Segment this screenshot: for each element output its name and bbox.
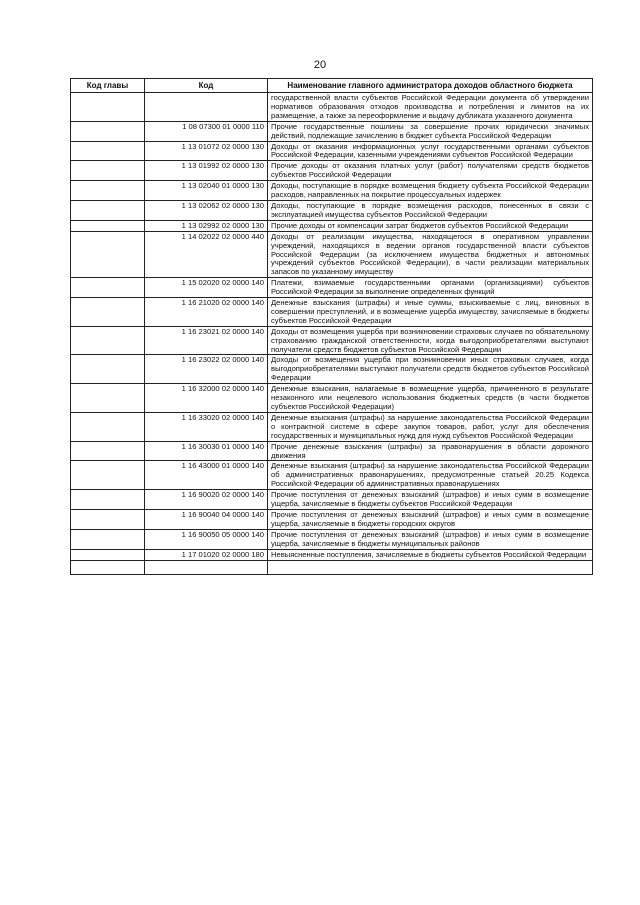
row-name: Прочие поступления от денежных взысканий (штрафов) и иных сумм в возмещение ущерба, зачисляемые в бюджеты городских округов (268, 509, 593, 529)
row-head-code (71, 326, 145, 355)
table-row (71, 141, 593, 161)
row-head-code (71, 93, 145, 122)
row-head-code (71, 529, 145, 549)
row-head-code (71, 141, 145, 161)
table-row (71, 220, 593, 231)
row-name: Денежные взыскания (штрафы) и иные суммы, взыскиваемые с лиц, виновных в совершении преступлений, и в возмещение ущерба имуществу, зачисляемые в бюджеты субъектов Российской Федерации (268, 298, 593, 327)
row-code: 1 16 23021 02 0000 140 (145, 326, 268, 355)
row-code: 1 16 21020 02 0000 140 (145, 298, 268, 327)
row-head-code (71, 220, 145, 231)
row-head-code (71, 161, 145, 181)
row-code: 1 13 02992 02 0000 130 (145, 220, 268, 231)
row-name: Денежные взыскания (штрафы) за нарушение законодательства Российской Федерации о контрактной системе в сфере закупок товаров, работ, услуг для обеспечения государственных и муниципальных нужд для нужд субъектов Российской Федерации (268, 412, 593, 441)
row-name: государственной власти субъектов Российской Федерации документа об утверждении нормативов образования отходов производства и потребления и лимитов на их размещение, а также за переоформление и выдачу дубликата указанного документа (268, 93, 593, 122)
row-code: 1 13 02040 01 0000 130 (145, 181, 268, 201)
row-name: Доходы, поступающие в порядке возмещения бюджету субъекта Российской Федерации расходов, направленных на покрытие процессуальных издержек (268, 181, 593, 201)
table-row (71, 278, 593, 298)
table-row (71, 509, 593, 529)
row-name: Прочие денежные взыскания (штрафы) за правонарушения в области дорожного движения (268, 441, 593, 461)
row-name: Доходы от возмещения ущерба при возникновении иных страховых случаев, когда выгодоприобретателями выступают получатели средств бюджетов субъектов Российской Федерации (268, 355, 593, 384)
row-head-code (71, 278, 145, 298)
revenue-administrators-table (70, 78, 593, 575)
header-name: Наименование главного администратора доходов областного бюджета (268, 79, 593, 93)
row-head-code (71, 355, 145, 384)
header-code: Код (145, 79, 268, 93)
row-code (145, 560, 268, 574)
table-row (71, 93, 593, 122)
page-number: 20 (313, 59, 327, 71)
row-name: Прочие государственные пошлины за совершение прочих юридически значимых действий, подлежащие зачислению в бюджет субъекта Российской Федерации (268, 121, 593, 141)
table-header-row (71, 79, 593, 93)
row-code: 1 13 01992 02 0000 130 (145, 161, 268, 181)
header-head-code: Код главы (71, 79, 145, 93)
table-row (71, 200, 593, 220)
table-row (71, 181, 593, 201)
row-head-code (71, 412, 145, 441)
row-head-code (71, 231, 145, 278)
row-name: Прочие поступления от денежных взысканий (штрафов) и иных сумм в возмещение ущерба, зачисляемые в бюджеты муниципальных районов (268, 529, 593, 549)
row-head-code (71, 509, 145, 529)
row-head-code (71, 200, 145, 220)
row-head-code (71, 490, 145, 510)
table-row (71, 461, 593, 490)
row-code: 1 17 01020 02 0000 180 (145, 549, 268, 560)
table-row (71, 121, 593, 141)
row-head-code (71, 461, 145, 490)
row-head-code (71, 384, 145, 413)
table-body (71, 93, 593, 575)
row-code: 1 16 90020 02 0000 140 (145, 490, 268, 510)
row-code: 1 16 90050 05 0000 140 (145, 529, 268, 549)
row-name: Прочие доходы от оказания платных услуг (работ) получателями средств бюджетов субъектов Российской Федерации (268, 161, 593, 181)
row-name: Денежные взыскания, налагаемые в возмещение ущерба, причиненного в результате незаконного или нецелевого использования бюджетных средств (в части бюджетов субъектов Российской Федерации) (268, 384, 593, 413)
row-code: 1 15 02020 02 0000 140 (145, 278, 268, 298)
table-row (71, 490, 593, 510)
table-row (71, 384, 593, 413)
row-code: 1 16 90040 04 0000 140 (145, 509, 268, 529)
row-name: Платежи, взимаемые государственными органами (организациями) субъектов Российской Федерации за выполнение определенных функций (268, 278, 593, 298)
row-code: 1 13 01072 02 0000 130 (145, 141, 268, 161)
row-code: 1 08 07300 01 0000 110 (145, 121, 268, 141)
row-name (268, 560, 593, 574)
table-row (71, 161, 593, 181)
row-code: 1 14 02022 02 0000 440 (145, 231, 268, 278)
table-row (71, 231, 593, 278)
row-head-code (71, 121, 145, 141)
row-code: 1 16 32000 02 0000 140 (145, 384, 268, 413)
row-code (145, 93, 268, 122)
row-code: 1 16 43000 01 0000 140 (145, 461, 268, 490)
table-row (71, 412, 593, 441)
row-name: Невыясненные поступления, зачисляемые в бюджеты субъектов Российской Федерации (268, 549, 593, 560)
row-code: 1 16 23022 02 0000 140 (145, 355, 268, 384)
row-head-code (71, 441, 145, 461)
table-row (71, 355, 593, 384)
table-row (71, 529, 593, 549)
table-row (71, 298, 593, 327)
table-row (71, 549, 593, 560)
row-code: 1 16 33020 02 0000 140 (145, 412, 268, 441)
row-name: Доходы от возмещения ущерба при возникновении страховых случаев по обязательному страхованию гражданской ответственности, когда выгодоприобретателями выступают получатели средств бюджетов субъектов Российской Федерации (268, 326, 593, 355)
row-name: Доходы, поступающие в порядке возмещения расходов, понесенных в связи с эксплуатацией имущества субъектов Российской Федерации (268, 200, 593, 220)
table-row (71, 441, 593, 461)
row-name: Прочие доходы от компенсации затрат бюджетов субъектов Российской Федерации (268, 220, 593, 231)
row-name: Прочие поступления от денежных взысканий (штрафов) и иных сумм в возмещение ущерба, зачисляемые в бюджеты субъектов Российской Федерации (268, 490, 593, 510)
row-name: Денежные взыскания (штрафы) за нарушение законодательства Российской Федерации об административных правонарушениях, предусмотренные статьей 20.25 Кодекса Российской Федерации об административных правонарушениях (268, 461, 593, 490)
row-head-code (71, 560, 145, 574)
row-head-code (71, 181, 145, 201)
row-head-code (71, 549, 145, 560)
row-code: 1 13 02062 02 0000 130 (145, 200, 268, 220)
row-code: 1 16 30030 01 0000 140 (145, 441, 268, 461)
table-row (71, 560, 593, 574)
row-head-code (71, 298, 145, 327)
row-name: Доходы от оказания информационных услуг государственными органами субъектов Российской Федерации, казенными учреждениями субъектов Российской Федерации (268, 141, 593, 161)
row-name: Доходы от реализации имущества, находящегося в оперативном управлении учреждений, находящихся в ведении органов государственной власти субъектов Российской Федерации (за исключением имущества бюджетных и автономных учреждений субъектов Российской Федерации), в части реализации материальных запасов по указанному имуществу (268, 231, 593, 278)
table-row (71, 326, 593, 355)
